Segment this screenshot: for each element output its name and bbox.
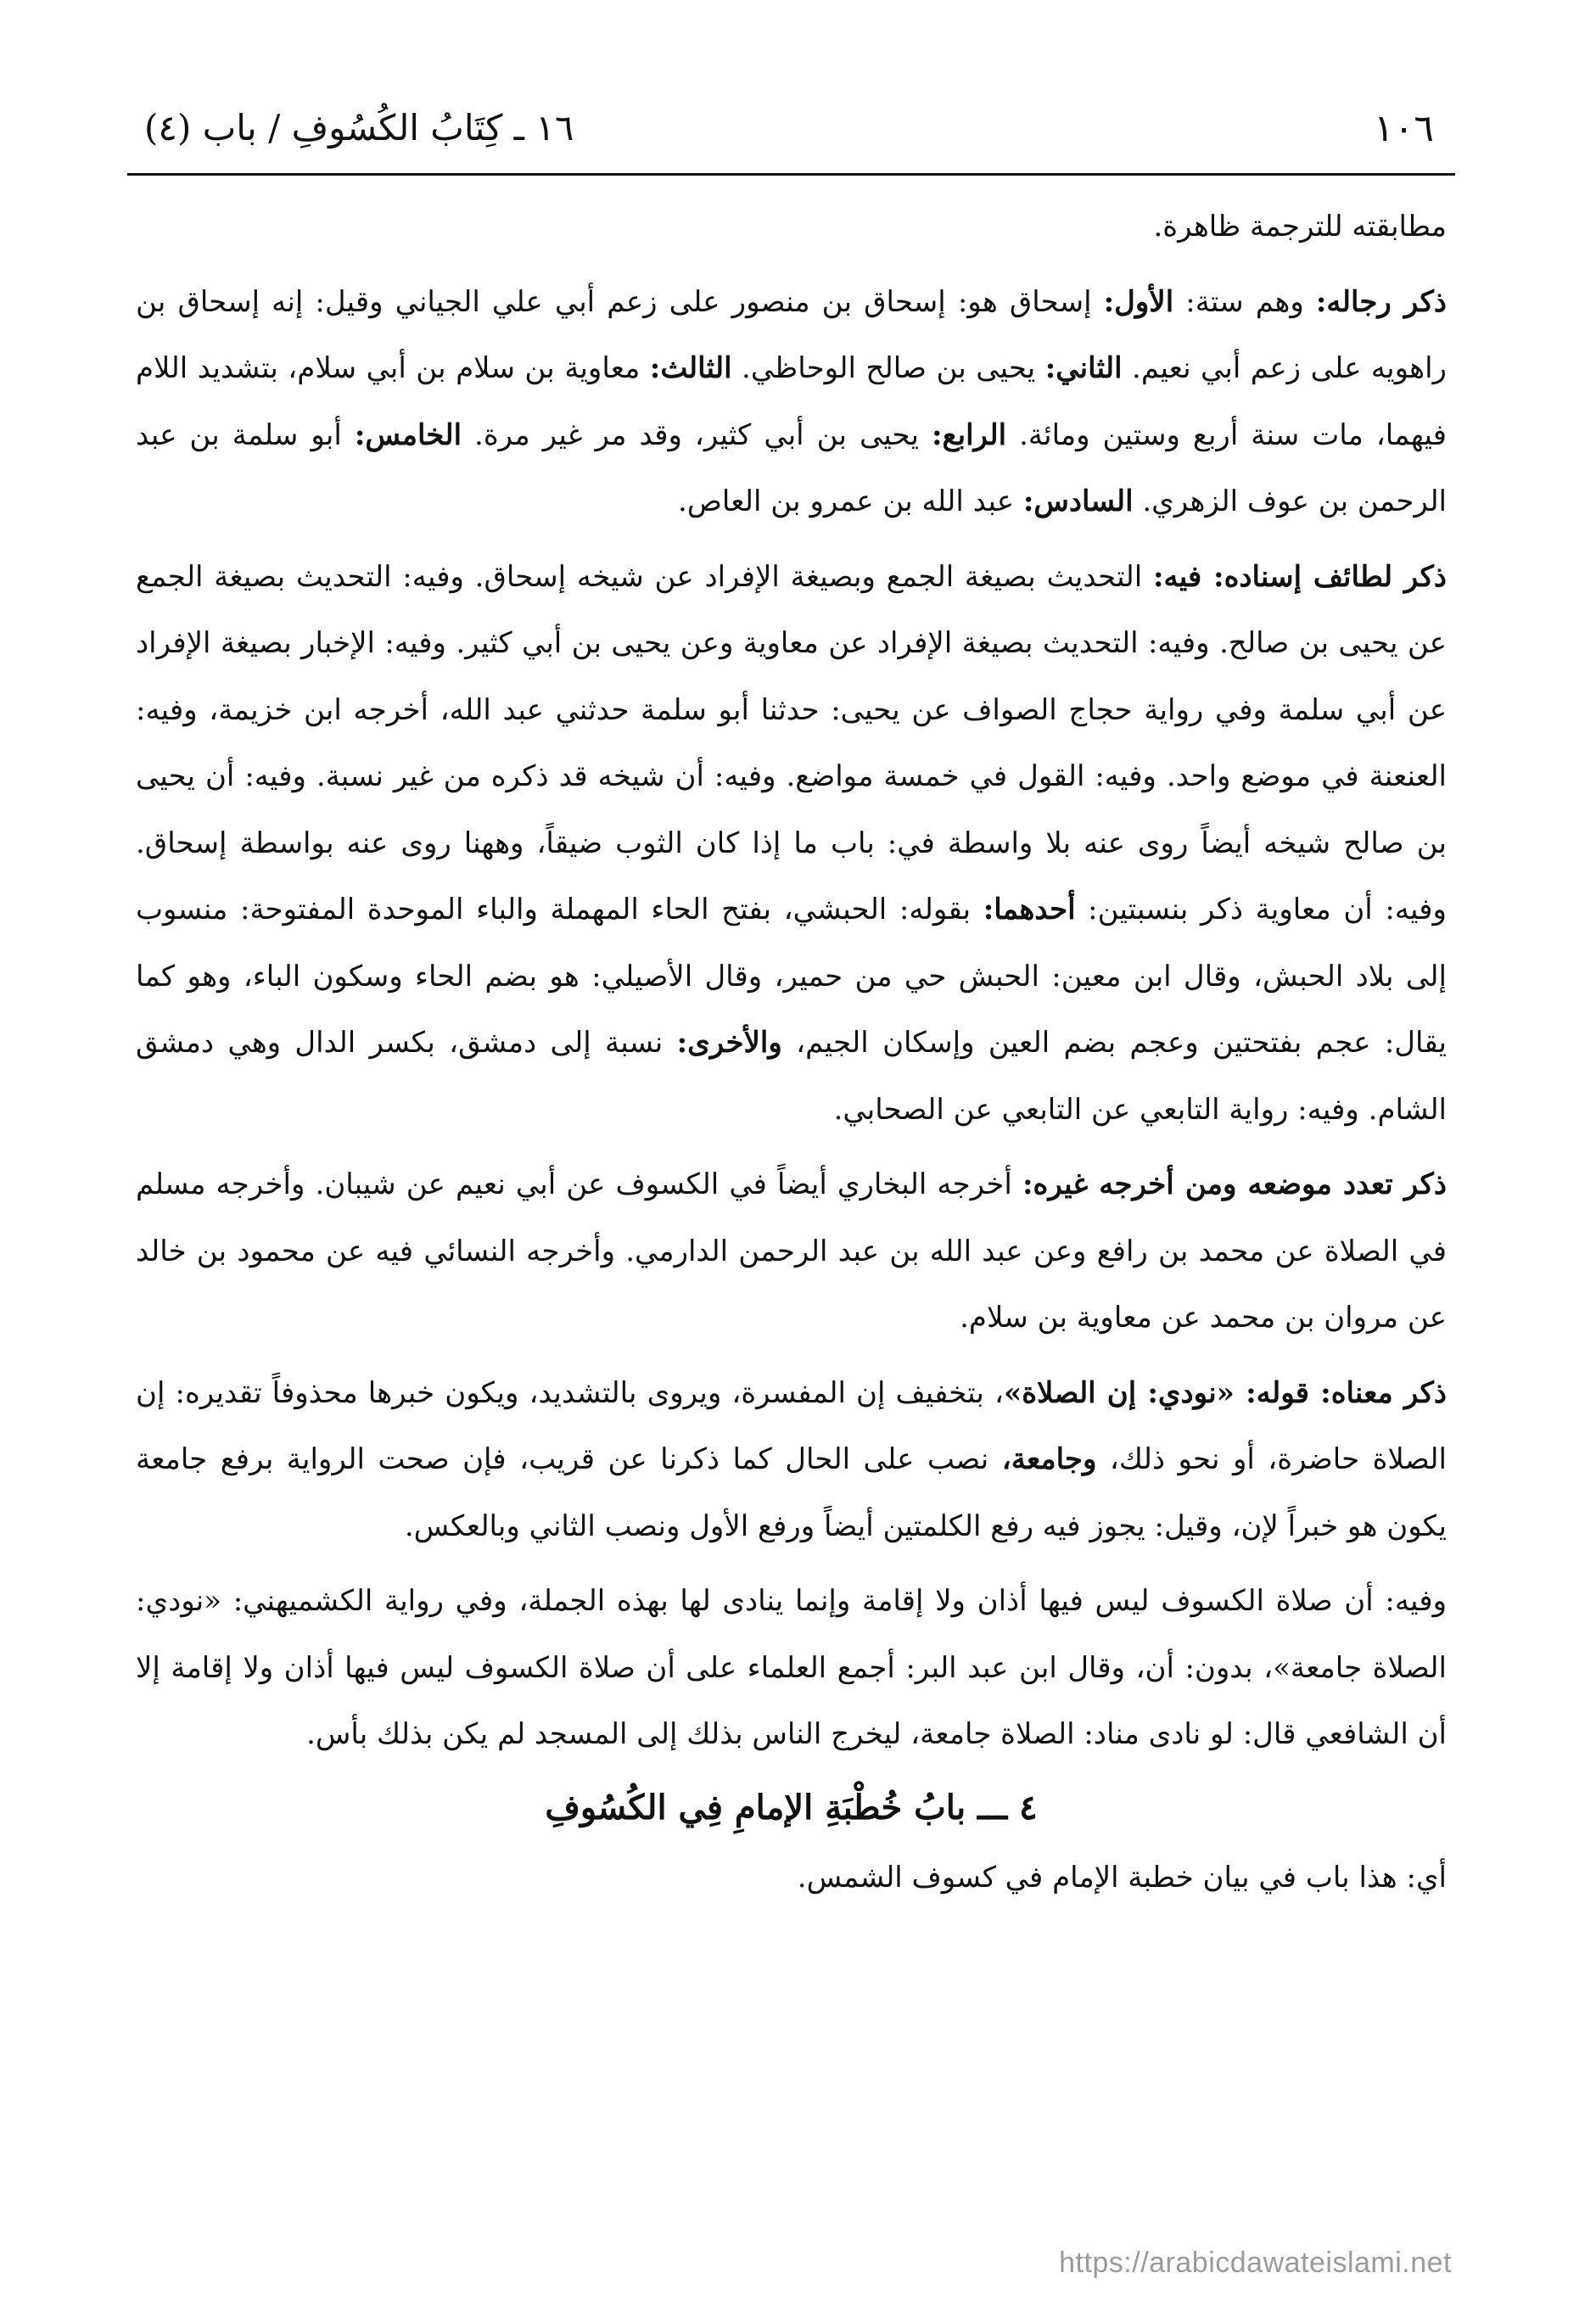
paragraph-other-narrations: ذكر تعدد موضعه ومن أخرجه غيره: أخرجه البخاري أيضاً في الكسوف عن أبي نعيم عن شيبان. وأخرجه مسلم في الصلاة عن محمد بن رافع وعن عبد الله بن عبد الرحمن الدارمي. وأخرجه النسائي فيه عن محمود بن خالد عن مروان بن محمد عن معاوية بن سلام. [136,1167,1447,1335]
paragraph-correspondence: مطابقته للترجمة ظاهرة. [1153,210,1447,243]
page-body [136,193,1447,1911]
header-divider [127,173,1455,176]
section-lead: ذكر تعدد موضعه ومن أخرجه غيره: [1022,1167,1447,1201]
chapter-heading: ٤ ـــ بابُ خُطْبَةِ الإمامِ فِي الكُسُوفِ [545,1787,1038,1827]
paragraph-narrators: ذكر رجاله: وهم ستة: الأول: إسحاق هو: إسحاق بن منصور على زعم أبي علي الجياني وقيل: إنه إسحاق بن راهويه على زعم أبي نعيم. الثاني: يحيى بن صالح الوحاظي. الثالث: معاوية بن سلام بن أبي سلام، بتشديد اللام فيهما، مات سنة أربع وستين ومائة. الرابع: يحيى بن أبي كثير، وقد مر غير مرة. الخامس: أبو سلمة بن عبد الرحمن بن عوف الزهري. السادس: عبد الله بن عمرو بن العاص. [136,284,1448,518]
paragraph-isnad-subtleties: ذكر لطائف إسناده: فيه: التحديث بصيغة الجمع وبصيغة الإفراد عن شيخه إسحاق. وفيه: التحديث بصيغة الجمع عن يحيى بن صالح. وفيه: التحديث بصيغة الإفراد عن معاوية وعن يحيى بن أبي كثير. وفيه: الإخبار بصيغة الإفراد عن أبي سلمة وفي رواية حجاج الصواف عن يحيى: حدثنا أبو سلمة حدثني عبد الله، أخرجه ابن خزيمة، وفيه: العنعنة في موضع واحد. وفيه: القول في خمسة مواضع. وفيه: أن شيخه قد ذكره من غير نسبة. وفيه: أن يحيى بن صالح شيخه أيضاً روى عنه بلا واسطة في: باب ما إذا كان الثوب ضيقاً، وههنا روى عنه بواسطة إسحاق. وفيه: أن معاوية ذكر بنسبتين: أحدهما: بقوله: الحبشي، بفتح الحاء المهملة والباء الموحدة المفتوحة: منسوب إلى بلاد الحبش، وقال ابن معين: الحبش حي من حمير، وقال الأصيلي: هو بضم الحاء وسكون الباء، وهو كما يقال: عجم بفتحتين وعجم بضم العين وإسكان الجيم، والأخرى: نسبة إلى دمشق، بكسر الدال وهي دمشق الشام. وفيه: رواية التابعي عن التابعي عن الصحابي. [136,559,1448,1127]
section-lead: ذكر رجاله: [1315,284,1448,319]
section-lead: ذكر معناه: قوله: «نودي: إن الصلاة» [1003,1375,1447,1410]
running-header [127,100,1451,170]
page-number: ١٠٦ [1374,107,1434,150]
paragraph-no-adhan: وفيه: أن صلاة الكسوف ليس فيها أذان ولا إقامة وإنما ينادى لها بهذه الجملة، وفي رواية الكشميهني: «نودي: الصلاة جامعة»، بدون: أن، وقال ابن عبد البر: أجمع العلماء على أن صلاة الكسوف ليس فيها أذان ولا إقامة إلا أن الشافعي قال: لو نادى مناد: الصلاة جامعة، ليخرج الناس بذلك إلى المسجد لم يكن بذلك بأس. [136,1584,1447,1751]
paragraph-meaning: ذكر معناه: قوله: «نودي: إن الصلاة»، بتخفيف إن المفسرة، ويروى بالتشديد، ويكون خبرها محذوفاً تقديره: إن الصلاة حاضرة، أو نحو ذلك، وجامعة، نصب على الحال كما ذكرنا عن قريب، فإن صحت الرواية برفع جامعة يكون هو خبراً لإن، وقيل: يجوز فيه رفع الكلمتين أيضاً ورفع الأول ونصب الثاني وبالعكس. [136,1375,1447,1543]
paragraph-chapter-explanation: أي: هذا باب في بيان خطبة الإمام في كسوف الشمس. [797,1861,1447,1895]
section-lead: ذكر لطائف إسناده: فيه: [1152,559,1448,594]
watermark-url: https://arabicdawateislami.net [1059,2247,1452,2279]
running-title: ١٦ ـ كِتَابُ الكُسُوفِ / باب (٤) [144,107,574,148]
